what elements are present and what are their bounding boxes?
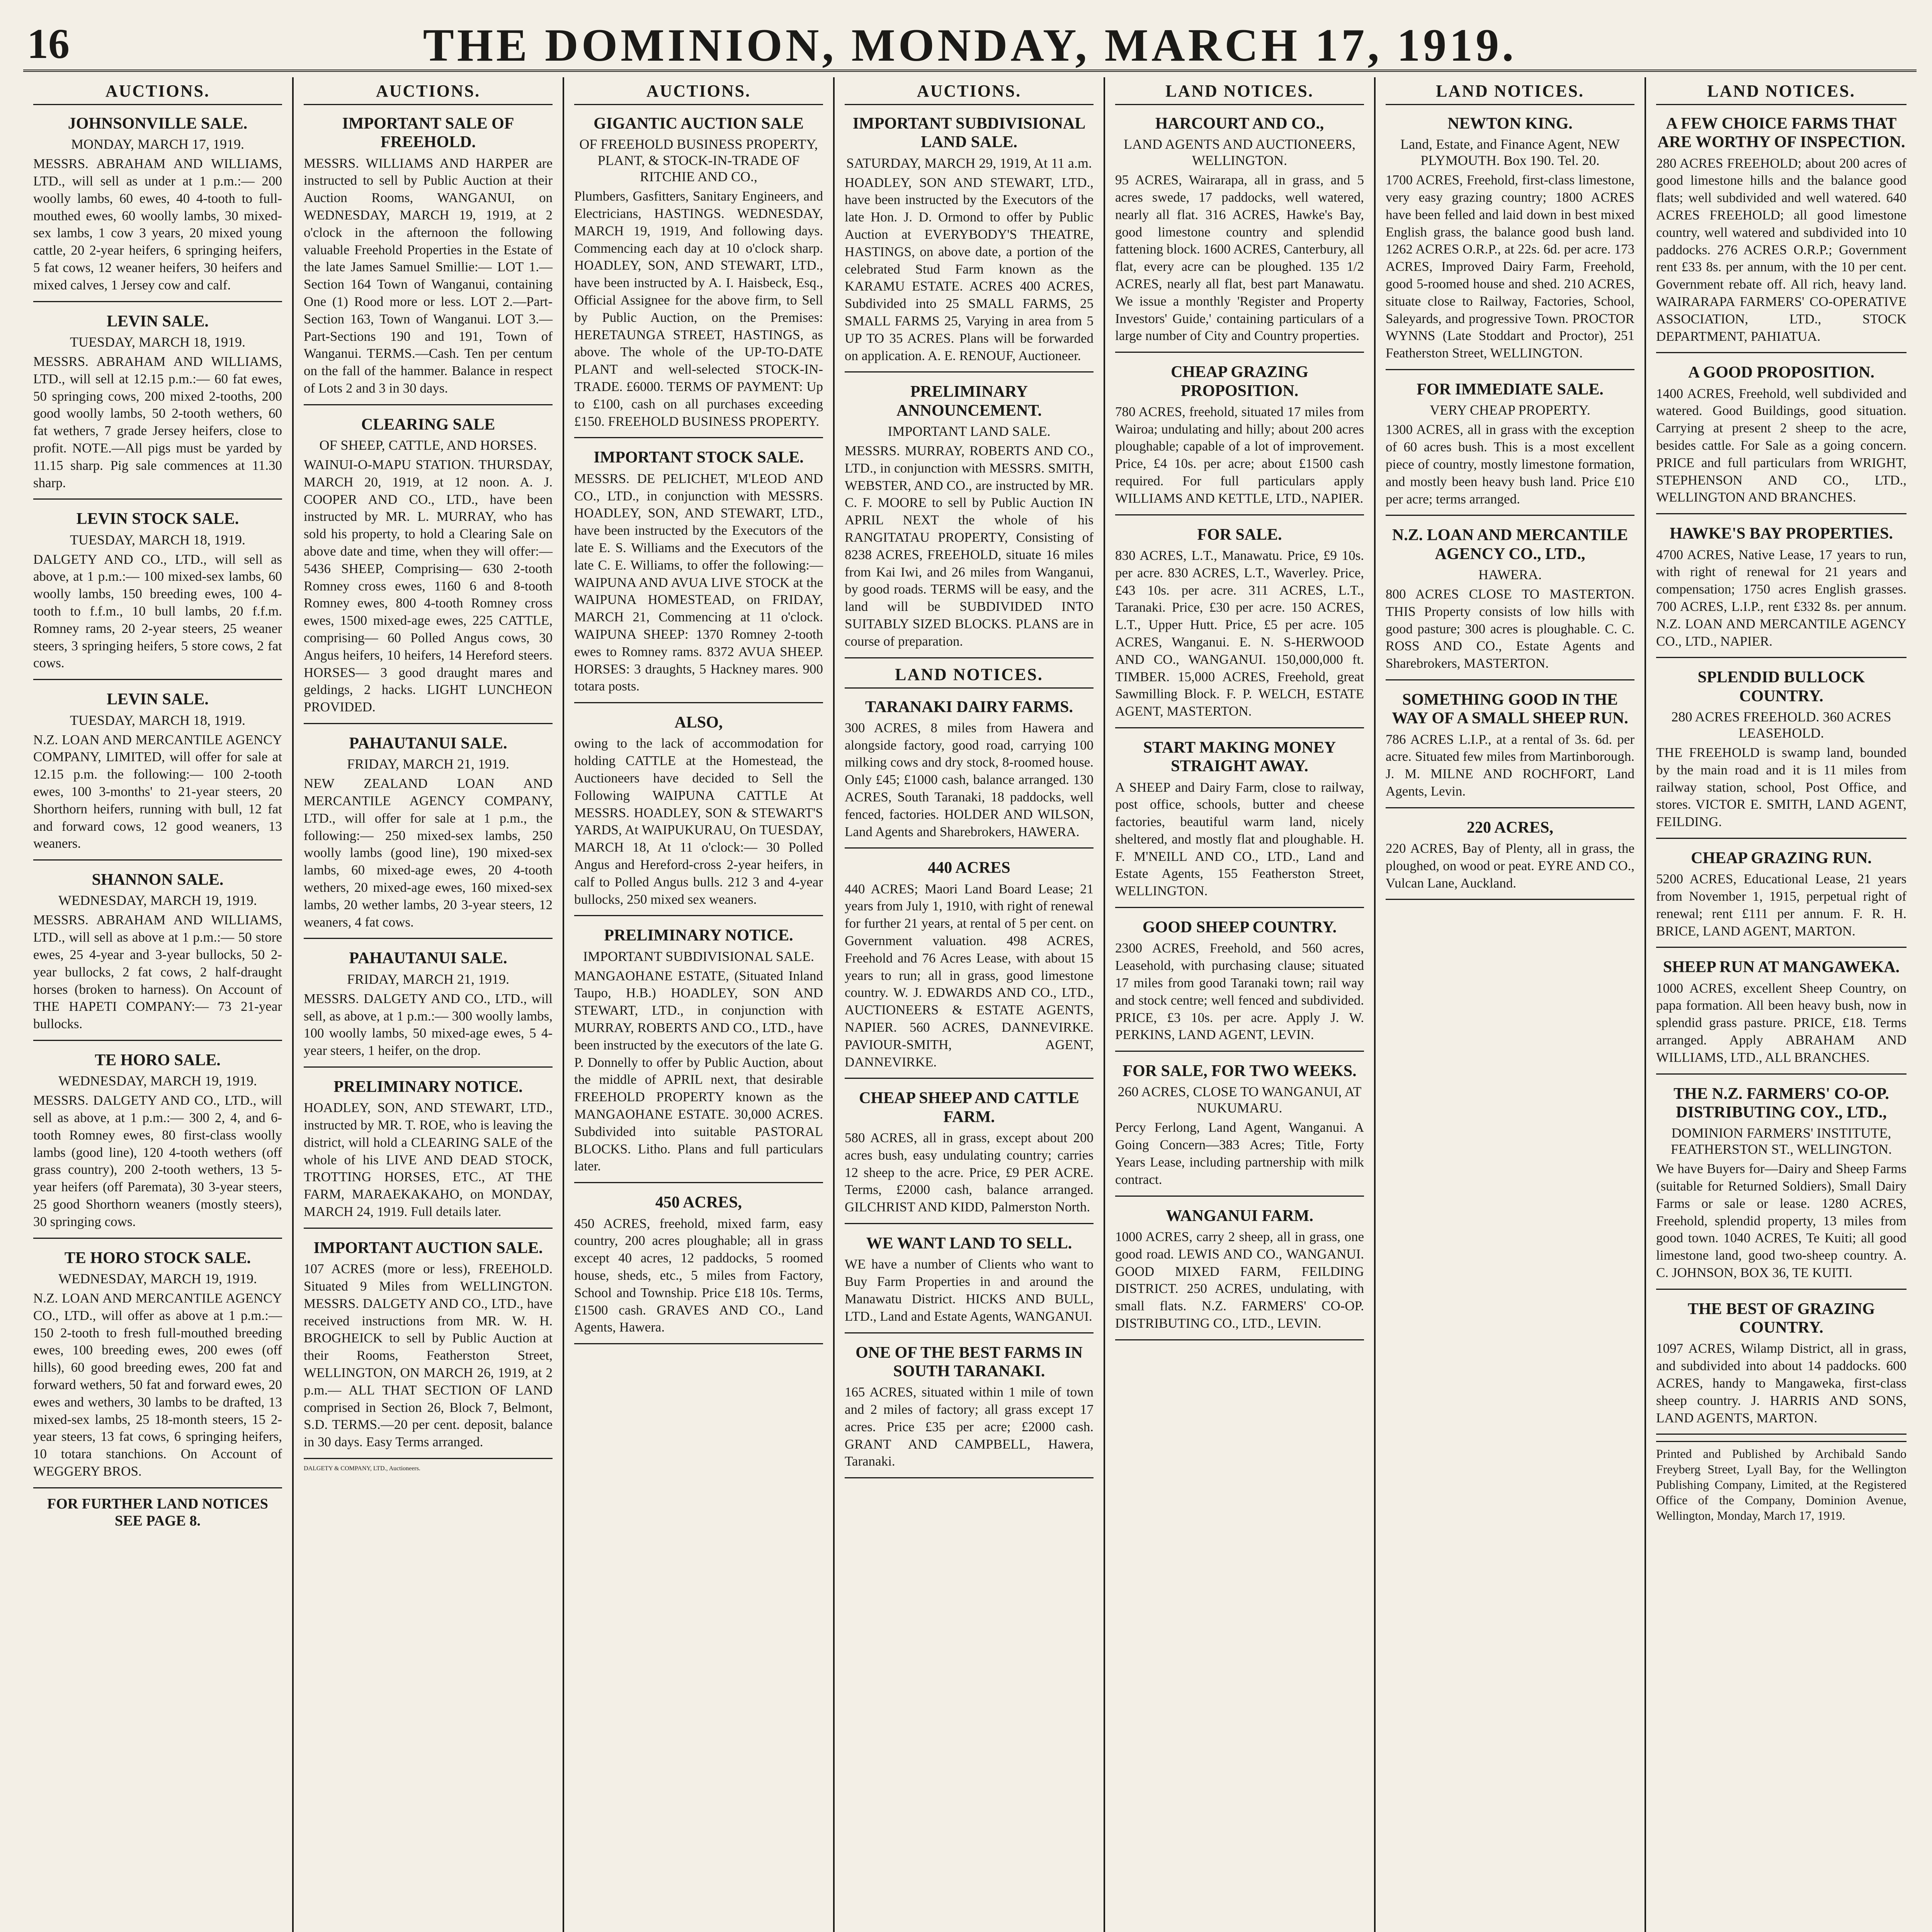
column-5 bbox=[1105, 77, 1376, 1932]
notice-body: MESSRS. DALGETY AND CO., LTD., will sell, as above, at 1 p.m.:— 300 woolly lambs, 100 woolly lambs, 50 mixed-age ewes, 5 4-year steers, 1 heifer, on the drop. bbox=[304, 991, 553, 1058]
notice-title: FOR SALE. bbox=[1197, 526, 1282, 544]
notice bbox=[33, 686, 282, 861]
notice-body: HOADLEY, SON AND STEWART, LTD., have been instructed by the Executors of the late Hon. J. D. Ormond to offer by Public Auction at EVERYBODY'S THEATRE, HASTINGS, on above date, a portion of the celebrated Stud Farm known as the KARAMU ESTATE. ACRES 400 ACRES, Subdivided into 25 SMALL FARMS, 25 SMALL FARMS 25, Varying in area from 5 UP TO 35 ACRES. Plans will be forwarded on application. A. E. RENOUF, Auctioneer. bbox=[845, 175, 1094, 363]
page-number: 16 bbox=[27, 20, 70, 67]
notice bbox=[1386, 687, 1634, 808]
notice-title: A FEW CHOICE FARMS THAT ARE WORTHY OF INSPECTION. bbox=[1657, 115, 1905, 151]
notice-title: WANGANUI FARM. bbox=[1166, 1207, 1313, 1225]
notice bbox=[33, 1245, 282, 1488]
notice-title: GOOD SHEEP COUNTRY. bbox=[1142, 918, 1337, 937]
column-heading: AUCTIONS. bbox=[33, 81, 282, 105]
notice bbox=[845, 379, 1094, 658]
notice-body: 300 ACRES, 8 miles from Hawera and alongside factory, good road, carrying 100 milking cows and dry stock, 8-roomed house. Only £45; £1000 cash, balance arranged. 130 ACRES, South Taranaki, 18 paddocks, well fenced, factories. HOLDER AND WILSON, Land Agents and Sharebrokers, HAWERA. bbox=[845, 720, 1094, 839]
notice-subtitle: MONDAY, MARCH 17, 1919. bbox=[71, 136, 245, 152]
column-heading: AUCTIONS. bbox=[845, 81, 1094, 105]
column-heading: LAND NOTICES. bbox=[1386, 81, 1634, 105]
notice-title: IMPORTANT AUCTION SALE. bbox=[313, 1239, 543, 1257]
notice-title: PAHAUTANUI SALE. bbox=[349, 735, 507, 752]
notice-title: THE BEST OF GRAZING COUNTRY. bbox=[1687, 1300, 1875, 1337]
notice bbox=[1115, 1058, 1364, 1196]
notice bbox=[1656, 520, 1906, 658]
notice-title: TE HORO STOCK SALE. bbox=[64, 1249, 251, 1267]
notice-title: LEVIN STOCK SALE. bbox=[76, 510, 239, 528]
notice bbox=[304, 1235, 553, 1459]
notice-body: N.Z. LOAN AND MERCANTILE AGENCY COMPANY, LIMITED, will offer for sale at 12.15 p.m. the following:— 100 2-tooth ewes, 100 3-months' to 21-year steers, 20 Shorthorn heifers, running with bull, 12 fat and forward cows, 12 good weaners, 13 weaners. bbox=[33, 732, 282, 851]
notice-body: MESSRS. WILLIAMS AND HARPER are instructed to sell by Public Auction at their Auction Rooms, WANGANUI, on WEDNESDAY, MARCH 19, 1919, at 2 o'clock in the afternoon the following valuable Freehold Properties in the Estate of the late James Samuel Smillie:— LOT 1.—Section 164 Town of Wanganui, containing One (1) Rood more or less. LOT 2.—Part-Section 163, Town of Wanganui. LOT 3.—Part-Sections 190 and 191, Town of Wanganui. TERMS.—Cash. Ten per centum on the fall of the hammer. Balance in respect of Lots 2 and 3 in 30 days. bbox=[304, 155, 553, 396]
notice bbox=[1656, 954, 1906, 1074]
notice-subtitle: WEDNESDAY, MARCH 19, 1919. bbox=[58, 1270, 257, 1286]
notice-body: 1300 ACRES, all in grass with the exception of 60 acres bush. This is a most excellent piece of country, mostly limestone formation, and mostly been heavy bush land. Price £10 per acre; terms arranged. bbox=[1386, 422, 1634, 507]
notice-body: HOADLEY, SON, AND STEWART, LTD., instructed by MR. T. ROE, who is leaving the district, will hold a CLEARING SALE of the whole of his LIVE AND DEAD STOCK, TROTTING HORSES, ETC., AT THE FARM, MARAEKAKAHO, on MONDAY, MARCH 24, 1919. Full details later. bbox=[304, 1100, 553, 1219]
notice-body: 830 ACRES, L.T., Manawatu. Price, £9 10s. per acre. 830 ACRES, L.T., Waverley. Price, £43 10s. per acre. 311 ACRES, L.T., Taranaki. Price, £30 per acre. 150 ACRES, L.T., Upper Hutt. Price, £5 per acre. 105 ACRES, Wanganui. E. N. S-HERWOOD AND CO., WANGANUI. 150,000,000 ft. TIMBER. 15,000 ACRES, Freehold, great Sawmilling Block. F. P. WELCH, ESTATE AGENT, MASTERTON. bbox=[1115, 548, 1364, 719]
notice bbox=[845, 111, 1094, 372]
notice-title: PRELIMINARY NOTICE. bbox=[604, 927, 793, 945]
notice bbox=[1115, 1203, 1364, 1340]
notice-body: MESSRS. ABRAHAM AND WILLIAMS, LTD., will sell as above at 1 p.m.:— 50 store ewes, 25 4-year and 3-year bullocks, 50 2-year bullocks, 2 fat cows, 2 half-draught horses (broken to harness). On Account of THE HAPETI COMPANY:— 73 21-year bullocks. bbox=[33, 912, 282, 1032]
notice-title: ONE OF THE BEST FARMS IN SOUTH TARANAKI. bbox=[855, 1344, 1083, 1380]
notice-body: 165 ACRES, situated within 1 mile of town and 2 miles of factory; all grass except 17 acres. Price £35 per acre; £2000 cash. GRANT AND CAMPBELL, Hawera, Taranaki. bbox=[845, 1384, 1094, 1469]
notice-title: PRELIMINARY ANNOUNCEMENT. bbox=[896, 383, 1042, 420]
notice-title: HAWKE'S BAY PROPERTIES. bbox=[1670, 525, 1893, 543]
notice-title: GIGANTIC AUCTION SALE bbox=[594, 115, 804, 133]
notice-body: NEW ZEALAND LOAN AND MERCANTILE AGENCY COMPANY, LTD., will offer for sale at 1 p.m., the following:— 250 mixed-sex lambs, 250 woolly lambs (good line), 190 mixed-sex lambs, 60 mixed-age ewes, 20 4-tooth wethers, 20 mixed-age ewes, 160 mixed-sex lambs, 20 wether lambs, 20 3-year steers, 12 weaners, 4 fat cows. bbox=[304, 776, 553, 930]
notice bbox=[304, 111, 553, 405]
notice bbox=[33, 308, 282, 500]
notice-title: WE WANT LAND TO SELL. bbox=[866, 1235, 1072, 1253]
notice-title: CHEAP GRAZING RUN. bbox=[1691, 849, 1872, 867]
notice-body: 440 ACRES; Maori Land Board Lease; 21 years from July 1, 1910, with right of renewal for further 21 years, at rental of 5 per cent. on Government valuation. 498 ACRES, Freehold and 76 Acres Lease, with about 15 years to run; all in grass, good limestone country. W. J. EDWARDS AND CO., LTD., AUCTIONEERS & ESTATE AGENTS, NAPIER. 560 ACRES, DANNEVIRKE. PAVIOUR-SMITH, AGENT, DANNEVIRKE. bbox=[845, 881, 1094, 1070]
notice-title: CLEARING SALE bbox=[361, 415, 495, 434]
notice-body: WE have a number of Clients who want to Buy Farm Properties in and around the Manawatu District. HICKS AND BULL, LTD., Land and Estate Agents, WANGANUI. bbox=[845, 1257, 1094, 1324]
notice bbox=[1656, 845, 1906, 948]
notice-title: FOR IMMEDIATE SALE. bbox=[1417, 381, 1604, 399]
notice bbox=[33, 111, 282, 302]
notice-title: HARCOURT AND CO., bbox=[1155, 115, 1324, 133]
notice-title: START MAKING MONEY STRAIGHT AWAY. bbox=[1143, 738, 1336, 776]
notice-title: N.Z. LOAN AND MERCANTILE AGENCY CO., LTD., bbox=[1392, 526, 1628, 563]
notice bbox=[1115, 359, 1364, 515]
notice bbox=[1115, 111, 1364, 353]
notice-body: 220 ACRES, Bay of Plenty, all in grass, the ploughed, on wood or peat. EYRE AND CO., Vulcan Lane, Auckland. bbox=[1386, 841, 1634, 891]
notice-title: FOR SALE, FOR TWO WEEKS. bbox=[1122, 1062, 1357, 1080]
notice-body: WAINUI-O-MAPU STATION. THURSDAY, MARCH 20, 1919, at 12 noon. A. J. COOPER AND CO., LTD., have been instructed by MR. L. MURRAY, who has sold his property, to hold a Clearing Sale on above date and time, when they will offer:— 5436 SHEEP, Comprising— 630 2-tooth Romney cross ewes, 1160 6 and 8-tooth Romney ewes, 800 4-tooth Romney cross ewes, 1500 mixed-age ewes, 225 CATTLE, comprising— 60 Polled Angus cows, 30 Angus heifers, 10 heifers, 14 Hereford steers. HORSES— 3 good draught mares and geldings, 2 hacks. LIGHT LUNCHEON PROVIDED. bbox=[304, 457, 553, 715]
newspaper-columns bbox=[23, 77, 1917, 1932]
column-heading: LAND NOTICES. bbox=[1656, 81, 1906, 105]
notice bbox=[574, 922, 823, 1183]
column-heading: LAND NOTICES. bbox=[1115, 81, 1364, 105]
notice-body: owing to the lack of accommodation for holding CATTLE at the Homestead, the Auctioneers have decided to Sell the Following WAIPUNA CATTLE At MESSRS. HOADLEY, SON & STEWART'S YARDS, At WAIPUKURAU, On TUESDAY, MARCH 18, At 11 o'clock:— 30 Polled Angus and Hereford-cross 2-year heifers, in calf to Polled Angus bulls. 212 3 and 4-year bullocks, 250 mixed sex weaners. bbox=[574, 736, 823, 907]
notice-subtitle: FRIDAY, MARCH 21, 1919. bbox=[347, 756, 510, 772]
masthead: THE DOMINION, MONDAY, MARCH 17, 1919. bbox=[423, 19, 1517, 71]
notice-title: CHEAP GRAZING PROPOSITION. bbox=[1171, 363, 1308, 400]
notice bbox=[1656, 664, 1906, 839]
notice bbox=[1386, 376, 1634, 516]
column-3 bbox=[564, 77, 835, 1932]
notice bbox=[574, 111, 823, 438]
notice-title: CHEAP SHEEP AND CATTLE FARM. bbox=[859, 1089, 1079, 1126]
notice-title: IMPORTANT STOCK SALE. bbox=[594, 449, 804, 467]
notice-subtitle: WEDNESDAY, MARCH 19, 1919. bbox=[58, 1073, 257, 1089]
notice bbox=[33, 506, 282, 680]
notice-title: LEVIN SALE. bbox=[107, 690, 209, 709]
notice bbox=[845, 1085, 1094, 1224]
notice-body: DALGETY AND CO., LTD., will sell as above, at 1 p.m.:— 100 mixed-sex lambs, 60 woolly lambs, 150 breeding ewes, 100 4-tooth to f.f.m., 10 bull lambs, 20 f.f.m. Romney rams, 20 2-year steers, 25 weaner steers, 3 springing heifers, 5 store cows, 2 fat cows. bbox=[33, 551, 282, 671]
notice-body: A SHEEP and Dairy Farm, close to railway, post office, schools, butter and cheese factories, beautiful warm land, nicely sheltered, and mostly flat and ploughable. H. F. M'NEILL AND CO., LTD., Land and Estate Agents, 155 Featherston Street, WELLINGTON. bbox=[1115, 779, 1364, 899]
notice-title: NEWTON KING. bbox=[1447, 115, 1573, 133]
notice bbox=[574, 1189, 823, 1344]
notice-subtitle: IMPORTANT SUBDIVISIONAL SALE. bbox=[583, 948, 814, 964]
notice bbox=[304, 1074, 553, 1229]
notice-body: 580 ACRES, all in grass, except about 200 acres bush, easy undulating country; carries 12 sheep to the acre. Price, £9 PER ACRE. Terms, £2000 cash, balance arranged. GILCHRIST AND KIDD, Palmerston North. bbox=[845, 1130, 1094, 1215]
notice bbox=[1656, 1081, 1906, 1290]
signature: DALGETY & COMPANY, LTD., Auctioneers. bbox=[304, 1465, 420, 1472]
notice-body: MESSRS. MURRAY, ROBERTS AND CO., LTD., in conjunction with MESSRS. SMITH, WEBSTER, AND CO., are instructed by MR. C. F. MOORE to sell by Public Auction IN APRIL NEXT the whole of his RANGITATAU PROPERTY, Consisting of 8238 ACRES, FREEHOLD, situate 16 miles from Kai Iwi, and 26 miles from Wanganui, by good roads. TERMS will be easy, and the land will be SUBDIVIDED INTO SUITABLY SIZED BLOCKS. PLANS are in course of preparation. bbox=[845, 443, 1094, 649]
notice-subtitle: OF SHEEP, CATTLE, AND HORSES. bbox=[319, 437, 537, 453]
notice-body: MESSRS. ABRAHAM AND WILLIAMS, LTD., will sell as under at 1 p.m.:— 200 woolly lambs, 60 ewes, 40 4-tooth to full-mouthed ewes, 60 woolly lambs, 30 mixed-sex lambs, 1 cow 3 years, 20 mixed young cattle, 20 2-year heifers, 6 springing heifers, 5 fat cows, 12 weaner heifers, 30 heifers and mixed calves, 1 Jersey cow and calf. bbox=[33, 156, 282, 293]
notice bbox=[33, 1047, 282, 1239]
notice-title: SHEEP RUN AT MANGAWEKA. bbox=[1663, 958, 1900, 976]
notice bbox=[574, 444, 823, 703]
notice-title: SPLENDID BULLOCK COUNTRY. bbox=[1697, 668, 1865, 705]
notice-title: ALSO, bbox=[674, 714, 723, 732]
notice bbox=[1386, 111, 1634, 370]
notice bbox=[574, 709, 823, 916]
notice bbox=[1656, 359, 1906, 514]
notice-body: Percy Ferlong, Land Agent, Wanganui. A Going Concern—383 Acres; Title, Forty Years Lease, including partnership with milk contract. bbox=[1115, 1120, 1364, 1187]
notice-body: 1400 ACRES, Freehold, well subdivided and watered. Good Buildings, good situation. Carrying at present 2 sheep to the acre, besides cattle. For Sale as a going concern. PRICE and full particulars from WRIGHT, STEPHENSON AND CO., LTD., WELLINGTON AND BRANCHES. bbox=[1656, 386, 1906, 505]
notice-subtitle: TUESDAY, MARCH 18, 1919. bbox=[70, 334, 246, 350]
see-page-footer: FOR FURTHER LAND NOTICES SEE PAGE 8. bbox=[47, 1495, 268, 1529]
notice bbox=[1115, 914, 1364, 1052]
column-heading: AUCTIONS. bbox=[304, 81, 553, 105]
notice-subtitle: 260 ACRES, CLOSE TO WANGANUI, AT NUKUMARU. bbox=[1117, 1084, 1362, 1116]
notice bbox=[304, 412, 553, 724]
notice-subtitle: TUESDAY, MARCH 18, 1919. bbox=[70, 712, 246, 728]
notice-body: MESSRS. ABRAHAM AND WILLIAMS, LTD., will sell at 12.15 p.m.:— 60 fat ewes, 50 springing cows, 200 mixed 2-tooths, 200 good woolly lambs, 50 2-tooth wethers, 60 fat wethers, 7 grade Jersey heifers, close to profit. NOTE.—All pigs must be yarded by 11.15 sharp. Pig sale commences at 11.30 sharp. bbox=[33, 354, 282, 490]
notice-title: THE N.Z. FARMERS' CO-OP. DISTRIBUTING COY., LTD., bbox=[1673, 1085, 1889, 1121]
notice-title: SOMETHING GOOD IN THE WAY OF A SMALL SHEEP RUN. bbox=[1392, 690, 1628, 728]
notice-subtitle: 280 ACRES FREEHOLD. 360 ACRES LEASEHOLD. bbox=[1671, 709, 1891, 741]
notice-title: JOHNSONVILLE SALE. bbox=[68, 115, 248, 133]
notice bbox=[845, 1230, 1094, 1333]
notice-title: 450 ACRES, bbox=[655, 1194, 742, 1212]
notice bbox=[304, 730, 553, 939]
notice-body: 4700 ACRES, Native Lease, 17 years to run, with right of renewal for 21 years and compensation; 1750 acres English grasses. 700 ACRES, L.I.P., rent £332 8s. per annum. N.Z. LOAN AND MERCANTILE AGENCY CO., LTD., NAPIER. bbox=[1656, 547, 1906, 649]
notice bbox=[1386, 815, 1634, 900]
notice-body: 95 ACRES, Wairarapa, all in grass, and 5 acres swede, 17 paddocks, well watered, nearly all flat. 316 ACRES, Hawke's Bay, good limestone country and splendid fattening block. 1600 ACRES, Canterbury, all flat, every acre can be ploughed. 135 1/2 ACRES, nearly all flat, best part Manawatu. We issue a monthly 'Register and Property Investors' Guide,' containing particulars of a large number of City and Country properties. bbox=[1115, 172, 1364, 344]
notice-body: MESSRS. DALGETY AND CO., LTD., will sell as above, at 1 p.m.:— 300 2, 4, and 6-tooth Romney ewes, 80 first-class woolly lambs (good line), 120 4-tooth wethers (off grass country), 200 2-tooth wethers, 13 5-year heifers (off Paremata), 30 3-year steers, 25 good Shorthorn weaners (mostly steers), 30 springing cows. bbox=[33, 1093, 282, 1229]
notice-body: 107 ACRES (more or less), FREEHOLD. Situated 9 Miles from WELLINGTON. MESSRS. DALGETY AND CO., LTD., have received instructions from MR. W. H. BROGHEICK to sell by Public Auction at their Rooms, Featherston Street, WELLINGTON, ON MARCH 26, 1919, at 2 p.m.— ALL THAT SECTION OF LAND comprised in Section 26, Block 7, Belmont, S.D. TERMS.—20 per cent. deposit, balance in 30 days. Easy Terms arranged. bbox=[304, 1261, 553, 1450]
notice-title: 220 ACRES, bbox=[1466, 818, 1554, 837]
notice bbox=[845, 1340, 1094, 1479]
notice bbox=[1115, 522, 1364, 728]
notice bbox=[1656, 111, 1906, 353]
notice-subtitle: OF FREEHOLD BUSINESS PROPERTY, PLANT, & STOCK-IN-TRADE OF RITCHIE AND CO., bbox=[579, 136, 818, 185]
notice-body: N.Z. LOAN AND MERCANTILE AGENCY CO., LTD., will offer as above at 1 p.m.:— 150 2-tooth to fresh full-mouthed breeding ewes, 100 breeding ewes, 200 ewes (off hills), 60 good breeding ewes, 200 fat and forward wethers, 50 fat and forward ewes, 20 ewes and wethers, 30 lambs to be drafted, 13 mixed-sex lambs, 25 18-month steers, 15 2-year steers, 13 fat cows, 6 springing heifers, 10 totara stanchions. On Account of WEGGERY BROS. bbox=[33, 1290, 282, 1479]
notice-title: SHANNON SALE. bbox=[92, 871, 224, 889]
notice-subtitle: SATURDAY, MARCH 29, 1919, At 11 a.m. bbox=[846, 155, 1092, 171]
notice-subtitle: Land, Estate, and Finance Agent, NEW PLYMOUTH. Box 190. Tel. 20. bbox=[1400, 136, 1620, 168]
notice-subtitle: LAND AGENTS AND AUCTIONEERS, WELLINGTON. bbox=[1123, 136, 1355, 168]
notice-title: A GOOD PROPOSITION. bbox=[1688, 364, 1874, 382]
section-heading: LAND NOTICES. bbox=[845, 665, 1094, 689]
notice-body: 280 ACRES FREEHOLD; about 200 acres of good limestone hills and the balance good flats; well subdivided and well watered. 640 ACRES FREEHOLD; all good limestone country, well watered and subdivided into 10 paddocks. 276 ACRES O.R.P.; Government rent £33 8s. per annum, with the 10 per cent. Government rebate off. All rich, heavy land. WAIRARAPA FARMERS' CO-OPERATIVE ASSOCIATION, LTD., STOCK DEPARTMENT, PAHIATUA. bbox=[1656, 155, 1906, 344]
notice-title: PAHAUTANUI SALE. bbox=[349, 949, 507, 968]
notice-title: IMPORTANT SUBDIVISIONAL LAND SALE. bbox=[852, 115, 1086, 151]
column-2 bbox=[294, 77, 564, 1932]
notice-body: 5200 ACRES, Educational Lease, 21 years from November 1, 1915, perpetual right of renewal; rent £111 per annum. F. R. H. BRICE, LAND AGENT, MARTON. bbox=[1656, 871, 1906, 939]
column-1 bbox=[23, 77, 294, 1932]
notice-title: 440 ACRES bbox=[928, 859, 1010, 877]
notice-subtitle: HAWERA. bbox=[1478, 566, 1542, 582]
notice-body: Plumbers, Gasfitters, Sanitary Engineers, and Electricians, HASTINGS. WEDNESDAY, MARCH 19, 1919, And following days. Commencing each day at 10 o'clock sharp. HOADLEY, SON, AND STEWART, LTD., have been instructed by A. I. Haisbeck, Esq., Official Assignee for the above firm, to Sell by Public Auction, on the Premises: HERETAUNGA STREET, HASTINGS, as above. The whole of the UP-TO-DATE PLANT and well-selected STOCK-IN-TRADE. £6000. TERMS OF PAYMENT: Up to £100, cash on all purchases exceeding £150. FREEHOLD BUSINESS PROPERTY. bbox=[574, 189, 823, 429]
notice-title: TE HORO SALE. bbox=[95, 1051, 221, 1069]
notice-body: 780 ACRES, freehold, situated 17 miles from Wairoa; undulating and hilly; about 200 acres ploughable; capable of a lot of improvement. Price, £4 10s. per acre; about £1500 cash required. For full particulars apply WILLIAMS AND KETTLE, LTD., NAPIER. bbox=[1115, 404, 1364, 506]
notice bbox=[845, 694, 1094, 849]
notice-body: 1000 ACRES, carry 2 sheep, all in grass, one good road. LEWIS AND CO., WANGANUI. GOOD MIXED FARM, FEILDING DISTRICT. 250 ACRES, undulating, with small flats. N.Z. FARMERS' CO-OP. DISTRIBUTING CO., LTD., LEVIN. bbox=[1115, 1229, 1364, 1331]
notice-subtitle: WEDNESDAY, MARCH 19, 1919. bbox=[58, 893, 257, 908]
notice-body: MESSRS. DE PELICHET, M'LEOD AND CO., LTD., in conjunction with MESSRS. HOADLEY, SON, AND STEWART, LTD., have been instructed by the Executors of the late E. S. Williams and the Executors of the late C. E. Williams, to offer the following:— WAIPUNA AND AVUA LIVE STOCK at the WAIPUNA HOMESTEAD, on FRIDAY, MARCH 21, Commencing at 11 o'clock. WAIPUNA SHEEP: 1370 Romney 2-tooth ewes to Romney rams. 8372 AVUA SHEEP. HORSES: 3 draughts, 5 Hackney mares. 900 totara posts. bbox=[574, 471, 823, 694]
column-6 bbox=[1376, 77, 1646, 1932]
notice bbox=[304, 945, 553, 1067]
printer-imprint: Printed and Published by Archibald Sando Freyberg Street, Lyall Bay, for the Wellington Publishing Company, Limited, at the Registered Office of the Company, Dominion Avenue, Wellington, Monday, March 17, 1919. bbox=[1656, 1441, 1906, 1523]
notice-body: 2300 ACRES, Freehold, and 560 acres, Leasehold, with purchasing clause; situated 17 miles from good Taranaki town; rail way and stock centre; well fenced and subdivided. PRICE, £3 10s. per acre. Apply J. W. PERKINS, LAND AGENT, LEVIN. bbox=[1115, 940, 1364, 1043]
notice-title: TARANAKI DAIRY FARMS. bbox=[865, 698, 1073, 716]
notice-subtitle: TUESDAY, MARCH 18, 1919. bbox=[70, 532, 246, 548]
notice-title: IMPORTANT SALE OF FREEHOLD. bbox=[342, 115, 514, 151]
notice-subtitle: DOMINION FARMERS' INSTITUTE, FEATHERSTON ST., WELLINGTON. bbox=[1670, 1125, 1892, 1157]
notice-body: 450 ACRES, freehold, mixed farm, easy country, 200 acres ploughable; all in grass except 40 acres, 12 paddocks, 5 roomed house, sheds, etc., 5 miles from Factory, School and Township. Price £18 10s. Terms, £1500 cash. GRAVES AND CO., Land Agents, Hawera. bbox=[574, 1216, 823, 1335]
column-7 bbox=[1646, 77, 1917, 1932]
notice-subtitle: FRIDAY, MARCH 21, 1919. bbox=[347, 971, 510, 987]
notice-body: 1700 ACRES, Freehold, first-class limestone, very easy grazing country; 1800 ACRES have been felled and laid down in best mixed English grass, the balance good bush land. 1262 ACRES O.R.P., at 22s. 6d. per acre. 173 ACRES, Improved Dairy Farm, Freehold, good 5-roomed house and shed. 210 ACRES, situate close to Railway, Factories, School, Saleyards, and progressive Town. PROCTOR WYNNS (Late Stoddart and Proctor), 251 Featherston Street, WELLINGTON. bbox=[1386, 172, 1634, 361]
notice bbox=[1656, 1296, 1906, 1435]
notice-subtitle: VERY CHEAP PROPERTY. bbox=[1430, 402, 1590, 418]
notice-body: 1097 ACRES, Wilamp District, all in grass, and subdivided into about 14 paddocks. 600 ACRES, handy to Mangaweka, first-class sheep country. J. HARRIS AND SONS, LAND AGENTS, MARTON. bbox=[1656, 1341, 1906, 1425]
notice-body: We have Buyers for—Dairy and Sheep Farms (suitable for Returned Soldiers), Small Dairy Farms or sale or lease. 1280 ACRES, Freehold, splendid property, 13 miles from good town. 1040 ACRES, Te Kuiti; all good limestone land, good two-sheep country. A. C. JOHNSON, BOX 36, TE KUITI. bbox=[1656, 1161, 1906, 1281]
column-4 bbox=[835, 77, 1105, 1932]
notice bbox=[33, 867, 282, 1041]
notice-body: THE FREEHOLD is swamp land, bounded by the main road and it is 11 miles from railway station, school, Post Office, and stores. VICTOR E. SMITH, LAND AGENT, FEILDING. bbox=[1656, 745, 1906, 830]
notice-body: 800 ACRES CLOSE TO MASTERTON. THIS Property consists of low hills with good pasture; 300 acres is ploughable. C. C. ROSS AND CO., Estate Agents and Sharebrokers, MASTERTON. bbox=[1386, 586, 1634, 671]
page-header bbox=[23, 12, 1917, 72]
notice-body: 786 ACRES L.I.P., at a rental of 3s. 6d. per acre. Situated few miles from Martinborough. J. M. MILNE AND ROCHFORT, Land Agents, Levin. bbox=[1386, 731, 1634, 799]
notice-title: LEVIN SALE. bbox=[107, 312, 209, 330]
notice bbox=[1115, 735, 1364, 908]
notice-body: 1000 ACRES, excellent Sheep Country, on papa formation. All been heavy bush, now in splendid grass pasture. PRICE, £18. Terms arranged. Apply ABRAHAM AND WILLIAMS, LTD., ALL BRANCHES. bbox=[1656, 980, 1906, 1065]
notice-body: MANGAOHANE ESTATE, (Situated Inland Taupo, H.B.) HOADLEY, SON AND STEWART, LTD., in conjunction with MURRAY, ROBERTS AND CO., LTD., have been instructed by the executors of the late G. P. Donnelly to offer by Public Auction, about the middle of APRIL next, that desirable FREEHOLD PROPERTY known as the MANGAOHANE ESTATE. 30,000 ACRES. Subdivided into suitable PASTORAL BLOCKS. Litho. Plans and full particulars later. bbox=[574, 968, 823, 1174]
notice-subtitle: IMPORTANT LAND SALE. bbox=[888, 423, 1051, 439]
column-heading: AUCTIONS. bbox=[574, 81, 823, 105]
notice bbox=[1386, 522, 1634, 680]
notice bbox=[845, 855, 1094, 1079]
notice-title: PRELIMINARY NOTICE. bbox=[333, 1078, 523, 1096]
